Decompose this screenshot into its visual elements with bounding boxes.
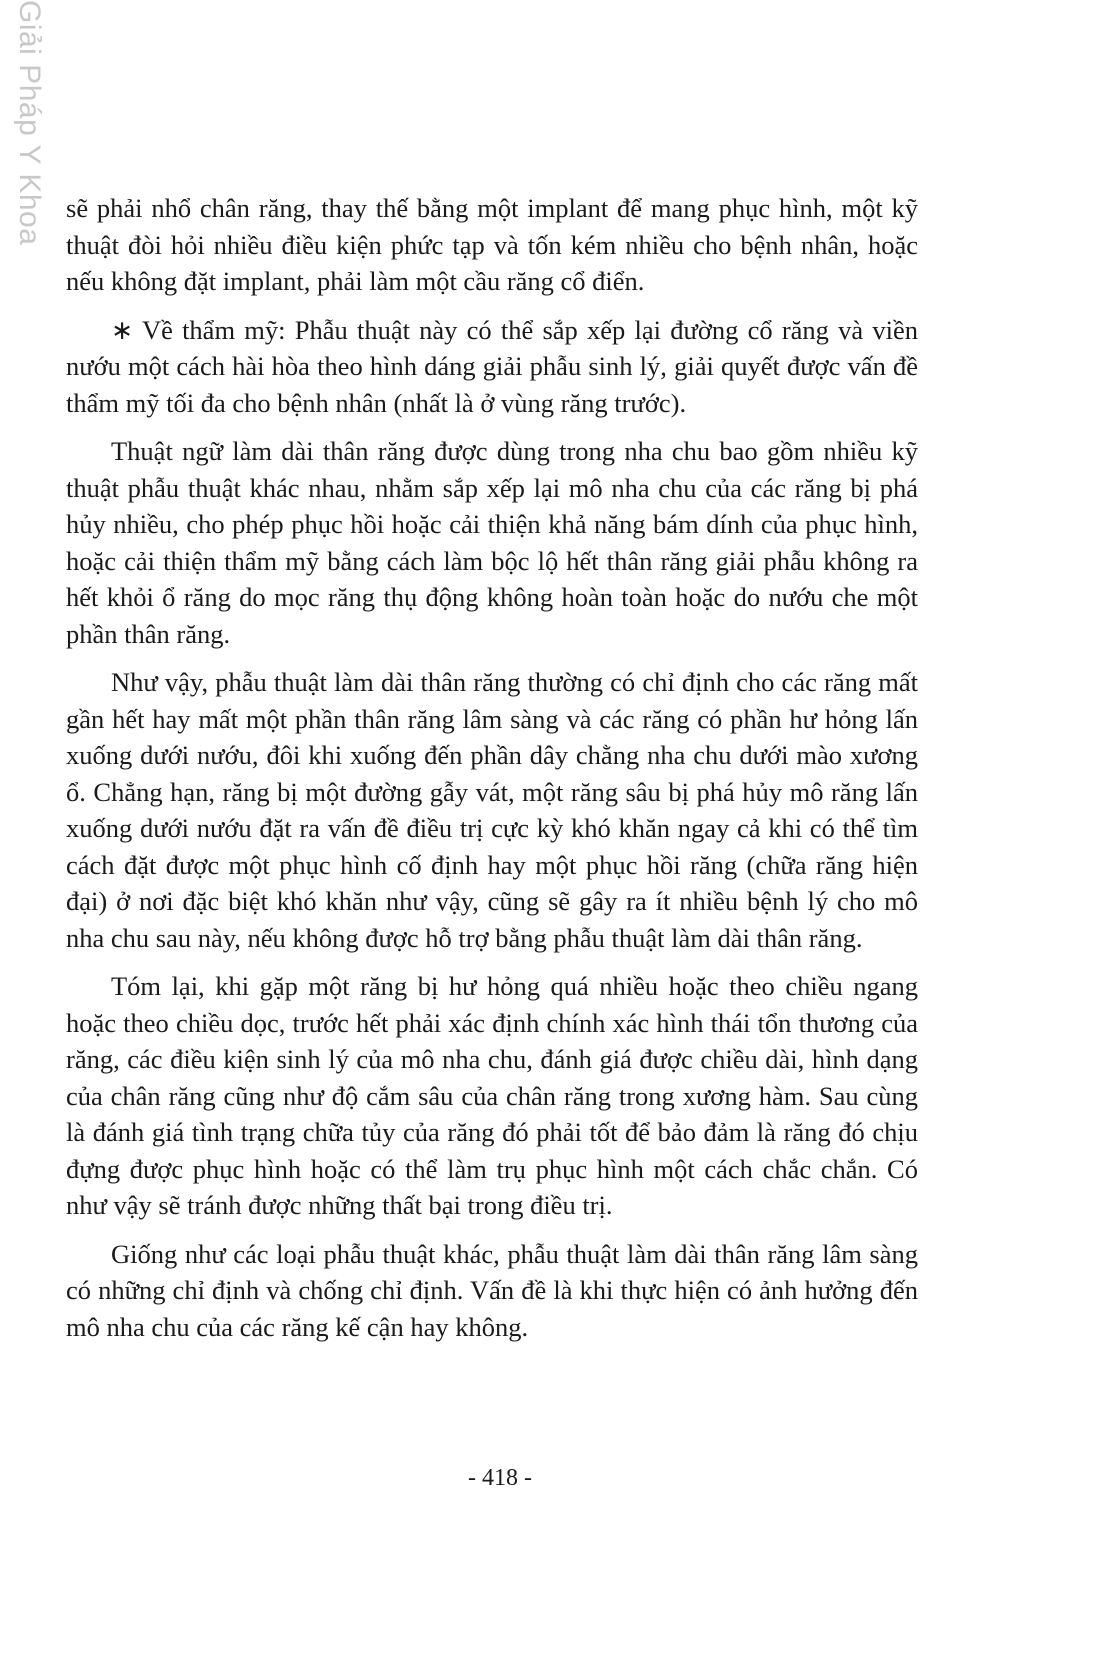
paragraph-indications: Như vậy, phẫu thuật làm dài thân răng thường có chỉ định cho các răng mất gần hết hay mất một phần thân răng lâm sàng và các răng có phần hư hỏng lấn xuống dưới nướu, đôi khi xuống đến phần dây chằng nha chu dưới mào xương ổ. Chẳng hạn, răng bị một đường gẫy vát, một răng sâu bị phá hủy mô răng lấn xuống dưới nướu đặt ra vấn đề điều trị cực kỳ khó khăn ngay cả khi có thể tìm cách đặt được một phục hình cố định hay một phục hồi răng (chữa răng hiện đại) ở nơi đặc biệt khó khăn như vậy, cũng sẽ gây ra ít nhiều bệnh lý cho mô nha chu sau này, nếu không được hỗ trợ bằng phẫu thuật làm dài thân răng. [66, 667, 918, 953]
paragraph-summary: Tóm lại, khi gặp một răng bị hư hỏng quá nhiều hoặc theo chiều ngang hoặc theo chiều dọc, trước hết phải xác định chính xác hình thái tổn thương của răng, các điều kiện sinh lý của mô nha chu, đánh giá được chiều dài, hình dạng của chân răng cũng như độ cắm sâu của chân răng trong xương hàm. Sau cùng là đánh giá tình trạng chữa tủy của răng đó phải tốt để bảo đảm là răng đó chịu đựng được phục hình hoặc có thể làm trụ phục hình một cách chắc chắn. Có như vậy sẽ tránh được những thất bại trong điều trị. [66, 971, 918, 1220]
paragraph-contraindications: Giống như các loại phẫu thuật khác, phẫu thuật làm dài thân răng lâm sàng có những chỉ định và chống chỉ định. Vấn đề là khi thực hiện có ảnh hưởng đến mô nha chu của các răng kế cận hay không. [66, 1238, 918, 1342]
page-body [66, 190, 918, 1357]
paragraph-continuation: sẽ phải nhổ chân răng, thay thế bằng một implant để mang phục hình, một kỹ thuật đòi hỏi nhiều điều kiện phức tạp và tốn kém nhiều cho bệnh nhân, hoặc nếu không đặt implant, phải làm một cầu răng cổ điển. [66, 193, 918, 296]
watermark-text: Giải Pháp Y Khoa [13, 0, 46, 246]
paragraph-aesthetics: ∗ Về thẩm mỹ: Phẫu thuật này có thể sắp xếp lại đường cổ răng và viền nướu một cách hài hòa theo hình dáng giải phẫu sinh lý, giải quyết được vấn đề thẩm mỹ tối đa cho bệnh nhân (nhất là ở vùng răng trước). [66, 314, 918, 418]
paragraph-terminology: Thuật ngữ làm dài thân răng được dùng trong nha chu bao gồm nhiều kỹ thuật phẫu thuật khác nhau, nhằm sắp xếp lại mô nha chu của các răng bị phá hủy nhiều, cho phép phục hồi hoặc cải thiện khả năng bám dính của phục hình, hoặc cải thiện thẩm mỹ bằng cách làm bộc lộ hết thân răng giải phẫu không ra hết khỏi ổ răng do mọc răng thụ động không hoàn toàn hoặc do nướu che một phần thân răng. [66, 436, 918, 649]
page-number: - 418 - [468, 1465, 532, 1491]
